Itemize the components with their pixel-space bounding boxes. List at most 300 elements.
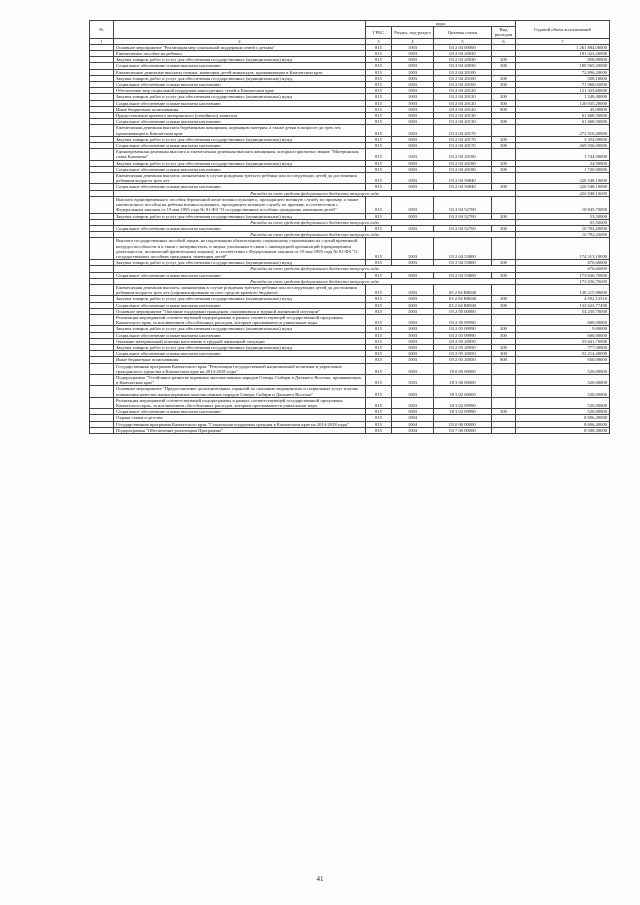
row-name: Закупка товаров, работ и услуг для обеспечения государственных (муниципальных) нужд — [114, 75, 366, 81]
expense-type-code — [492, 374, 516, 385]
grbs-code: 815 — [366, 260, 392, 266]
header-index: 7 — [516, 38, 610, 44]
amount: 520,00000 — [516, 374, 610, 385]
amount: 133 623,77490 — [516, 302, 610, 308]
amount: 676,60000 — [516, 260, 610, 266]
row-number-cell — [90, 125, 114, 136]
section-code: 1003 — [392, 238, 434, 260]
header-expense-type: Вид расходов — [492, 27, 516, 38]
row-number-cell — [90, 314, 114, 325]
target-article-code: 03 2 04 20100 — [434, 69, 492, 75]
amount: 173 636,70000 — [516, 272, 610, 278]
table-header — [90, 21, 610, 45]
row-name: Социальное обеспечение и иные выплаты населению — [114, 119, 366, 125]
amount: 1 248,40000 — [516, 94, 610, 100]
row-name: Закупка товаров, работ и услуг для обеспечения государственных (муниципальных) нужд — [114, 94, 366, 100]
section-code: 1003 — [392, 213, 434, 219]
section-code: 1004 — [392, 415, 434, 421]
target-article-code: 03 2 04 52700 — [434, 196, 492, 213]
page-number: 41 — [316, 875, 324, 883]
grbs-code: 815 — [366, 284, 392, 295]
expense-type-code: 300 — [492, 351, 516, 357]
expense-type-code — [492, 397, 516, 408]
section-code: 1003 — [392, 296, 434, 302]
section-code: 1003 — [392, 143, 434, 149]
amount: 61 668,50000 — [516, 113, 610, 119]
note-amount: 676,60000 — [516, 266, 610, 272]
expense-type-code: 300 — [492, 302, 516, 308]
table-row — [90, 314, 610, 325]
target-article-code: 03 2 05 20050 — [434, 357, 492, 363]
grbs-code: 815 — [366, 184, 392, 190]
target-article-code: 03 2 04 20120 — [434, 88, 492, 94]
section-code: 1003 — [392, 225, 434, 231]
table-row — [90, 427, 610, 433]
target-article-code: 03 2 04 20180 — [434, 160, 492, 166]
grbs-code: 815 — [366, 357, 392, 363]
row-name: Социальное обеспечение и иные выплаты населению — [114, 100, 366, 106]
grbs-code: 815 — [366, 427, 392, 433]
section-code: 1003 — [392, 363, 434, 374]
section-code: 1003 — [392, 51, 434, 57]
expense-type-code: 800 — [492, 106, 516, 112]
grbs-code: 815 — [366, 225, 392, 231]
header-name — [114, 21, 366, 39]
expense-type-code — [492, 173, 516, 184]
section-code: 1003 — [392, 338, 434, 344]
table-row — [90, 196, 610, 213]
target-article-code: 03 2 04 00000 — [434, 44, 492, 50]
amount: 1 744,90000 — [516, 149, 610, 160]
expense-type-code — [492, 363, 516, 374]
expense-type-code: 300 — [492, 82, 516, 88]
section-code: 1003 — [392, 344, 434, 350]
table-row — [90, 173, 610, 184]
row-name: Социальное обеспечение и иные выплаты населению — [114, 184, 366, 190]
target-article-code: 03 2 04 R0840 — [434, 296, 492, 302]
row-name: Реализация мероприятий соответствующей подпрограммы в рамках соответствующей государственной программы Камчатского края, за исключением обособленных расходов, которым присваиваются уникальные коды — [114, 314, 366, 325]
grbs-code: 815 — [366, 363, 392, 374]
target-article-code: 03 7 00 00000 — [434, 427, 492, 433]
target-article-code: 03 2 04 20120 — [434, 106, 492, 112]
target-article-code: 03 2 04 20030 — [434, 51, 492, 57]
amount: 138 215,90000 — [516, 284, 610, 295]
row-name: Реализация мероприятий соответствующей подпрограммы в рамках соответствующей государственной программы Камчатского края, за исключением обособленных расходов, которым присваиваются уникальные коды — [114, 397, 366, 408]
note-text: Расходы за счет средств федерального бюджета текущего года — [114, 278, 516, 284]
expense-type-code — [492, 314, 516, 325]
amount: 272 910,40000 — [516, 125, 610, 136]
grbs-code: 815 — [366, 421, 392, 427]
target-article-code: 03 2 04 20120 — [434, 100, 492, 106]
row-name: Единовременная денежная выплата и ежемесячная денежная выплата женщинам, которым присвоено звание "Материнская слава Камчатки" — [114, 149, 366, 160]
expense-type-code: 300 — [492, 184, 516, 190]
grbs-code: 815 — [366, 44, 392, 50]
grbs-code: 815 — [366, 149, 392, 160]
section-code: 1004 — [392, 421, 434, 427]
expense-type-code: 200 — [492, 160, 516, 166]
section-code: 1003 — [392, 136, 434, 142]
grbs-code: 815 — [366, 94, 392, 100]
amount: 120 035,20000 — [516, 100, 610, 106]
target-article-code: 03 2 04 20170 — [434, 125, 492, 136]
amount: 8 508,40000 — [516, 427, 610, 433]
amount: 858,00000 — [516, 57, 610, 63]
row-name: Социальное обеспечение и иные выплаты населению — [114, 82, 366, 88]
amount: 8 696,40000 — [516, 421, 610, 427]
row-name: Основное мероприятие "Реализация мер социальной поддержки семей с детьми" — [114, 44, 366, 50]
row-name: Закупка товаров, работ и услуг для обеспечения государственных (муниципальных) нужд — [114, 326, 366, 332]
grbs-code: 815 — [366, 415, 392, 421]
grbs-code: 815 — [366, 69, 392, 75]
row-name: Ежемесячная денежная выплата, назначаемая в случае рождения третьего ребенка или последующих детей до достижения ребенком возраста трех лет — [114, 173, 366, 184]
amount: 928,16000 — [516, 75, 610, 81]
amount: 609,00000 — [516, 314, 610, 325]
target-article-code: 03 2 04 R0840 — [434, 302, 492, 308]
amount: 174 313,10000 — [516, 238, 610, 260]
section-code: 1003 — [392, 57, 434, 63]
note-text: Расходы за счет средств федерального бюджета текущего года — [114, 266, 516, 272]
row-name: Выплата государственных пособий лицам, не подлежащим обязательному социальному страхованию на случай временной нетрудоспособности и в связи с материнством, и лицам, уволенным в связи с ликвидацией организаций (прекращением деятельности, полномочий физическими лицами), в соответствии с Федеральным законом от 19 мая 1995 года № 81-ФЗ "О государственных пособиях гражданам, имеющим детей" — [114, 238, 366, 260]
header-section: Раздел, под-раздел — [392, 27, 434, 38]
header-codes-group: коды — [366, 21, 516, 27]
expense-type-code: 300 — [492, 63, 516, 69]
expense-type-code — [492, 427, 516, 433]
row-number-cell — [90, 173, 114, 184]
target-article-code: 03 2 05 20050 — [434, 344, 492, 350]
section-code: 1003 — [392, 149, 434, 160]
amount: 10 792,20000 — [516, 225, 610, 231]
target-article-code: 03 2 04 20100 — [434, 82, 492, 88]
expense-type-code: 200 — [492, 326, 516, 332]
expense-type-code: 300 — [492, 225, 516, 231]
expense-type-code: 200 — [492, 75, 516, 81]
section-code: 1003 — [392, 302, 434, 308]
row-name: Подпрограмма "Устойчивое развитие коренных малочисленных народов Севера, Сибири и Дальнего Востока, проживающих в Камчатском крае" — [114, 374, 366, 385]
amount: 61 668,50000 — [516, 119, 610, 125]
expense-type-code: 200 — [492, 213, 516, 219]
amount: 1 261 884,00000 — [516, 44, 610, 50]
amount: 53 641,70000 — [516, 338, 610, 344]
grbs-code: 815 — [366, 173, 392, 184]
expense-type-code — [492, 386, 516, 397]
row-name: Закупка товаров, работ и услуг для обеспечения государственных (муниципальных) нужд — [114, 296, 366, 302]
amount: 180 565,20000 — [516, 63, 610, 69]
row-number-cell — [90, 149, 114, 160]
header-total: Годовой объем ассигнований — [516, 21, 610, 39]
target-article-code: 03 2 04 20130 — [434, 113, 492, 119]
header-index: 3 — [366, 38, 392, 44]
table-body — [90, 44, 610, 433]
grbs-code: 815 — [366, 160, 392, 166]
target-article-code: 18 0 00 00000 — [434, 363, 492, 374]
row-name: Ежемесячное пособие на ребенка — [114, 51, 366, 57]
row-name: Закупка товаров, работ и услуг для обеспечения государственных (муниципальных) нужд — [114, 344, 366, 350]
section-code: 1003 — [392, 94, 434, 100]
row-name: Социальное обеспечение и иные выплаты населению — [114, 143, 366, 149]
target-article-code: 03 0 00 00000 — [434, 421, 492, 427]
row-name: Предоставление краевого материнского (семейного) капитала — [114, 113, 366, 119]
row-name: Закупка товаров, работ и услуг для обеспечения государственных (муниципальных) нужд — [114, 260, 366, 266]
row-name: Социальное обеспечение и иные выплаты населению — [114, 351, 366, 357]
target-article-code: 03 2 04 20100 — [434, 75, 492, 81]
row-number-cell — [90, 238, 114, 260]
amount: 269 556,00000 — [516, 143, 610, 149]
row-name: Государственная программа Камчатского края "Социальная поддержка граждан в Камчатском крае на 2014-2018 годы" — [114, 421, 366, 427]
target-article-code: 03 2 04 R0840 — [434, 284, 492, 295]
target-article-code: 03 2 05 20050 — [434, 351, 492, 357]
table-row — [90, 284, 610, 295]
table-row — [90, 386, 610, 397]
note-text: Расходы за счет средств федерального бюджета текущего года — [114, 219, 516, 225]
amount: 53,50000 — [516, 213, 610, 219]
target-article-code: 03 2 04 20180 — [434, 166, 492, 172]
row-name: Оказание материальной помощи населению в трудной жизненной ситуации — [114, 338, 366, 344]
amount: 10 845,70000 — [516, 196, 610, 213]
table-row — [90, 397, 610, 408]
grbs-code: 815 — [366, 332, 392, 338]
grbs-code: 815 — [366, 308, 392, 314]
row-name: Иные бюджетные ассигнования — [114, 106, 366, 112]
section-code: 1003 — [392, 106, 434, 112]
grbs-code: 815 — [366, 296, 392, 302]
row-name: Ежемесячная денежная выплата, назначаемая в случае рождения третьего ребенка или последующих детей до достижения ребенком возраста трех лет (софинансирование за счет средств краевого бюджета) — [114, 284, 366, 295]
target-article-code: 03 2 04 52700 — [434, 213, 492, 219]
amount: 45,00000 — [516, 106, 610, 112]
header-grbs: ГРБС — [366, 27, 392, 38]
section-code: 1003 — [392, 160, 434, 166]
grbs-code: 815 — [366, 100, 392, 106]
row-name: Подпрограмма "Обеспечение реализации Программы" — [114, 427, 366, 433]
grbs-code: 815 — [366, 196, 392, 213]
section-code: 1003 — [392, 260, 434, 266]
target-article-code: 03 2 04 20030 — [434, 63, 492, 69]
header-number: № — [90, 21, 114, 39]
expense-type-code — [492, 238, 516, 260]
section-code: 1003 — [392, 314, 434, 325]
expense-type-code: 300 — [492, 166, 516, 172]
amount: 72 896,20000 — [516, 69, 610, 75]
expense-type-code: 300 — [492, 332, 516, 338]
row-name: Иные бюджетные ассигнования — [114, 357, 366, 363]
expense-type-code — [492, 284, 516, 295]
row-name: Основное мероприятие "Предоставление дополнительных гарантий по оказанию медицинских и социальных услуг в целях повышения качества жизни коренных малочисленных народов Севера, Сибири и Дальнего Востока" — [114, 386, 366, 397]
row-name: Обеспечение мер социальной поддержки многодетных семей в Камчатском крае — [114, 88, 366, 94]
amount: 9,00000 — [516, 326, 610, 332]
row-name: Закупка товаров, работ и услуг для обеспечения государственных (муниципальных) нужд — [114, 136, 366, 142]
table-row — [90, 363, 610, 374]
section-code: 1003 — [392, 351, 434, 357]
amount: 650,00000 — [516, 357, 610, 363]
grbs-code: 815 — [366, 75, 392, 81]
expense-type-code: 200 — [492, 57, 516, 63]
target-article-code: 03 2 04 20030 — [434, 57, 492, 63]
grbs-code: 815 — [366, 326, 392, 332]
expense-type-code: 300 — [492, 100, 516, 106]
header-index: 2 — [114, 38, 366, 44]
grbs-code: 815 — [366, 374, 392, 385]
expense-type-code: 300 — [492, 143, 516, 149]
expense-type-code: 800 — [492, 357, 516, 363]
section-code: 1003 — [392, 196, 434, 213]
row-number-cell — [90, 284, 114, 295]
section-code: 1003 — [392, 69, 434, 75]
grbs-code: 815 — [366, 344, 392, 350]
grbs-code: 815 — [366, 272, 392, 278]
target-article-code: 03 2 05 09990 — [434, 332, 492, 338]
grbs-code: 815 — [366, 338, 392, 344]
table-row — [90, 125, 610, 136]
grbs-code: 815 — [366, 213, 392, 219]
note-amount: 10 792,20000 — [516, 232, 610, 238]
header-index: 6 — [492, 38, 516, 44]
section-code: 1003 — [392, 100, 434, 106]
header-index: 1 — [90, 38, 114, 44]
expense-type-code — [492, 125, 516, 136]
section-code: 1003 — [392, 82, 434, 88]
expense-type-code: 200 — [492, 260, 516, 266]
target-article-code: 03 2 04 50840 — [434, 173, 492, 184]
amount: 3 354,00000 — [516, 136, 610, 142]
target-article-code: 18 3 02 09990 — [434, 397, 492, 408]
section-code: 1003 — [392, 44, 434, 50]
grbs-code: 815 — [366, 302, 392, 308]
section-code: 1003 — [392, 326, 434, 332]
section-code: 1003 — [392, 272, 434, 278]
row-number-cell — [90, 374, 114, 385]
amount: 520,00000 — [516, 409, 610, 415]
row-name: Закупка товаров, работ и услуг для обеспечения государственных (муниципальных) нужд — [114, 160, 366, 166]
target-article-code: 03 2 04 20130 — [434, 119, 492, 125]
amount: 4 592,12510 — [516, 296, 610, 302]
section-code: 1003 — [392, 119, 434, 125]
amount: 220 548,10000 — [516, 184, 610, 190]
row-name: Социальное обеспечение и иные выплаты населению — [114, 166, 366, 172]
section-code: 1003 — [392, 173, 434, 184]
section-code: 1004 — [392, 427, 434, 433]
section-code: 1003 — [392, 63, 434, 69]
table-row — [90, 374, 610, 385]
section-code: 1003 — [392, 75, 434, 81]
target-article-code: 03 2 04 20170 — [434, 136, 492, 142]
grbs-code: 815 — [366, 136, 392, 142]
grbs-code: 815 — [366, 119, 392, 125]
row-name: Социальное обеспечение и иные выплаты населению — [114, 272, 366, 278]
section-code: 1003 — [392, 308, 434, 314]
target-article-code: 03 2 04 53800 — [434, 238, 492, 260]
section-code: 1003 — [392, 374, 434, 385]
table-row — [90, 238, 610, 260]
row-name: Закупка товаров, работ и услуг для обеспечения государственных (муниципальных) нужд — [114, 213, 366, 219]
row-number-cell — [90, 427, 114, 433]
amount: 8 696,40000 — [516, 415, 610, 421]
header-index: 4 — [392, 38, 434, 44]
header-index: 5 — [434, 38, 492, 44]
row-name: Основное мероприятие "Оказание поддержки гражданам, оказавшимся в трудной жизненной ситуации" — [114, 308, 366, 314]
note-amount: 220 548,10000 — [516, 190, 610, 196]
grbs-code: 815 — [366, 351, 392, 357]
target-article-code: 03 2 04 20170 — [434, 143, 492, 149]
amount: 600,00000 — [516, 332, 610, 338]
grbs-code: 815 — [366, 51, 392, 57]
target-article-code: 03 2 04 50840 — [434, 184, 492, 190]
target-article-code: 03 2 04 52700 — [434, 225, 492, 231]
row-name: Социальное обеспечение и иные выплаты населению — [114, 225, 366, 231]
expense-type-code: 300 — [492, 119, 516, 125]
section-code: 1003 — [392, 88, 434, 94]
grbs-code: 815 — [366, 143, 392, 149]
expense-type-code: 200 — [492, 344, 516, 350]
expense-type-code — [492, 196, 516, 213]
amount: 181 423,20000 — [516, 51, 610, 57]
amount: 1 720,00000 — [516, 166, 610, 172]
target-article-code: 18 3 02 00000 — [434, 386, 492, 397]
note-amount: 173 636,70000 — [516, 278, 610, 284]
expense-type-code: 200 — [492, 94, 516, 100]
grbs-code: 815 — [366, 314, 392, 325]
expense-type-code — [492, 149, 516, 160]
target-article-code: 03 2 04 53800 — [434, 260, 492, 266]
grbs-code: 815 — [366, 386, 392, 397]
grbs-code: 815 — [366, 125, 392, 136]
row-name: Социальное обеспечение и иные выплаты населению — [114, 332, 366, 338]
row-name: Закупка товаров, работ и услуг для обеспечения государственных (муниципальных) нужд — [114, 57, 366, 63]
section-code: 1003 — [392, 409, 434, 415]
amount: 520,00000 — [516, 397, 610, 408]
target-article-code: 03 2 05 09990 — [434, 314, 492, 325]
budget-table — [89, 20, 610, 434]
section-code: 1003 — [392, 357, 434, 363]
target-article-code: 18 3 00 00000 — [434, 374, 492, 385]
section-code: 1003 — [392, 113, 434, 119]
amount: 520,00000 — [516, 363, 610, 374]
grbs-code: 815 — [366, 166, 392, 172]
header-target-article: Целевая статья — [434, 27, 492, 38]
grbs-code: 815 — [366, 88, 392, 94]
grbs-code: 815 — [366, 106, 392, 112]
section-code: 1003 — [392, 386, 434, 397]
target-article-code: 03 2 05 09990 — [434, 326, 492, 332]
target-article-code: 18 3 02 09990 — [434, 409, 492, 415]
row-name: Социальное обеспечение и иные выплаты населению — [114, 302, 366, 308]
note-text: Расходы за счет средств федерального бюджета текущего года — [114, 232, 516, 238]
grbs-code: 815 — [366, 238, 392, 260]
amount: 777,30000 — [516, 344, 610, 350]
target-article-code: 03 2 05 20050 — [434, 338, 492, 344]
table-row — [90, 149, 610, 160]
row-number-cell — [90, 196, 114, 213]
expense-type-code: 200 — [492, 296, 516, 302]
row-name: Государственная программа Камчатского края "Реализация государственной национальной политики и укрепление гражданского единства в Камчатском крае на 2014-2018 годы" — [114, 363, 366, 374]
row-name: Ежемесячная денежная выплата беременным женщинам, кормящим матерям, а также детям в возрасте до трех лет, проживающим в Камчатском крае — [114, 125, 366, 136]
amount: 220 548,10000 — [516, 173, 610, 184]
grbs-code: 815 — [366, 397, 392, 408]
row-name: Выплата единовременного пособия беременной жене военнослужащего, проходящего военную службу по призыву, а также ежемесячного пособия на ребенка военнослужащего, проходящего военную службу по призыву, в соответствии с Федеральным законом от 19 мая 1995 года № 81-ФЗ "О государственных пособиях гражданам, имеющим детей" — [114, 196, 366, 213]
row-name: Ежемесячные денежные выплаты семьям, имеющим детей-инвалидов, проживающим в Камчатском крае — [114, 69, 366, 75]
section-code: 1003 — [392, 397, 434, 408]
row-number-cell — [90, 363, 114, 374]
expense-type-code: 300 — [492, 272, 516, 278]
section-code: 1003 — [392, 166, 434, 172]
note-text: Расходы за счет средств федерального бюджета текущего года — [114, 190, 516, 196]
section-code: 1003 — [392, 284, 434, 295]
target-article-code: 03 2 04 20120 — [434, 94, 492, 100]
row-number-cell — [90, 397, 114, 408]
target-article-code: 03 2 04 20180 — [434, 149, 492, 160]
row-name: Социальное обеспечение и иные выплаты населению — [114, 409, 366, 415]
section-code: 1003 — [392, 332, 434, 338]
expense-type-code: 200 — [492, 136, 516, 142]
target-article-code: 03 2 04 53800 — [434, 272, 492, 278]
